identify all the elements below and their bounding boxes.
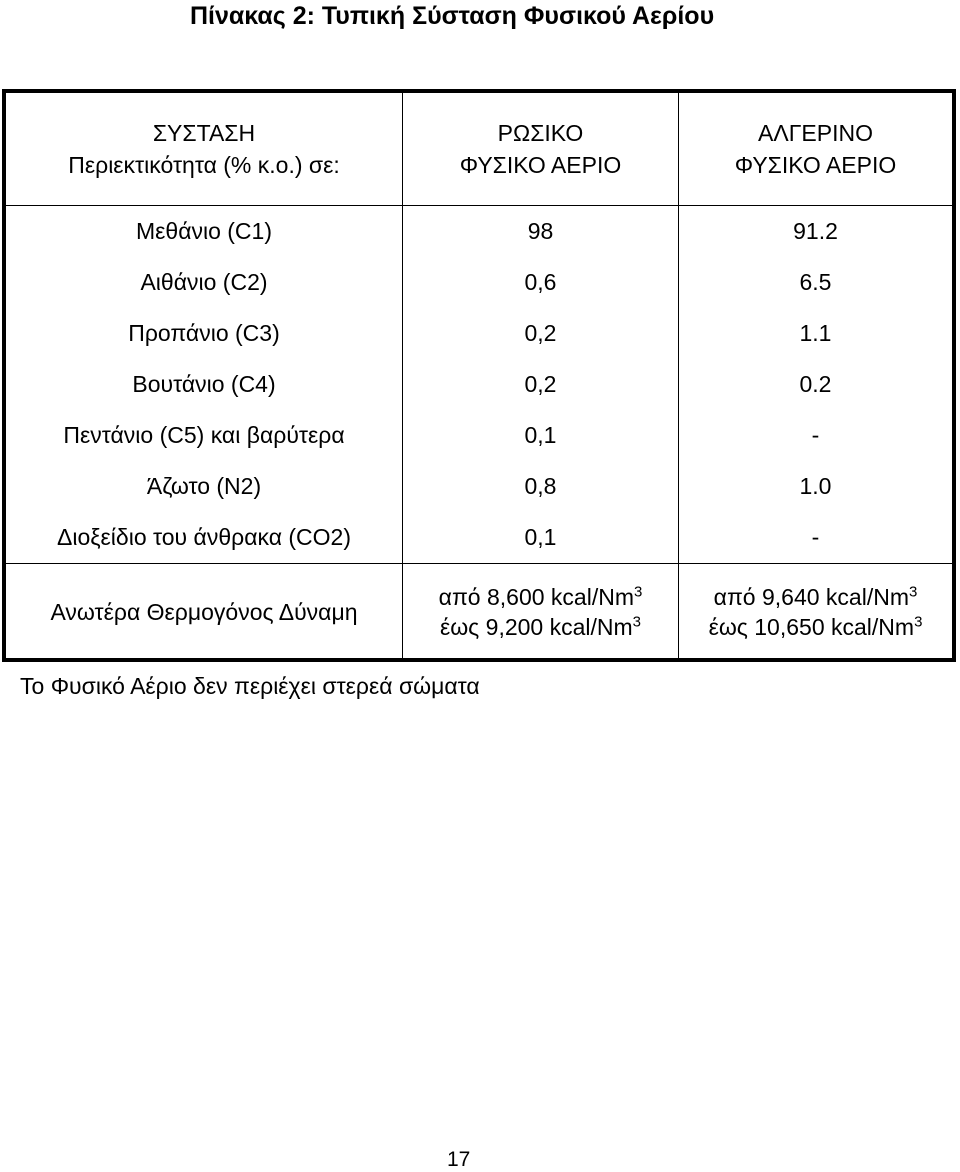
header-composition: ΣΥΣΤΑΣΗ Περιεκτικότητα (% κ.ο.) σε: [6, 93, 403, 206]
heating-value-label: Ανωτέρα Θερμογόνος Δύναμη [6, 564, 403, 661]
table-row [6, 206, 952, 258]
algerian-value: 1.1 [679, 308, 953, 359]
table-row [6, 461, 952, 512]
algerian-value: - [679, 410, 953, 461]
russian-heating-value: από 8,600 kcal/Nm$^3$ έως 9,200 kcal/Nm$^3$ [403, 564, 679, 661]
component-cell: Βουτάνιο (C4) [132, 371, 276, 398]
algerian-value: 1.0 [679, 461, 953, 512]
algerian-value: 0.2 [679, 359, 953, 410]
table-header-row [6, 93, 952, 206]
component-cell: Προπάνιο (C3) [128, 320, 280, 347]
composition-table [2, 89, 956, 662]
russian-value: 0,1 [403, 410, 679, 461]
russian-value: 0,2 [403, 308, 679, 359]
russian-value: 0,1 [403, 512, 679, 564]
table-row [6, 359, 952, 410]
component-cell: Αιθάνιο (C2) [140, 269, 268, 296]
caption-label: Πίνακας 2: [190, 2, 315, 30]
component-cell: Πεντάνιο (C5) και βαρύτερα [63, 422, 345, 449]
caption-text: Τυπική Σύσταση Φυσικού Αερίου [314, 2, 715, 30]
footnote: Το Φυσικό Αέριο δεν περιέχει στερεά σώματα [20, 673, 480, 699]
russian-value: 0,8 [403, 461, 679, 512]
russian-value: 98 [403, 206, 679, 258]
table-row [6, 257, 952, 308]
table-caption [190, 2, 714, 31]
algerian-heating-value: από 9,640 kcal/Nm$^3$ έως 10,650 kcal/Nm$^3$ [679, 564, 953, 661]
algerian-value: - [679, 512, 953, 564]
component-cell: Άζωτο (N2) [146, 473, 262, 500]
algerian-value: 6.5 [679, 257, 953, 308]
header-russian-gas: ΡΩΣΙΚΟ ΦΥΣΙΚΟ ΑΕΡΙΟ [403, 93, 679, 206]
component-cell: Μεθάνιο (C1) [135, 218, 272, 245]
component-cell: Διοξείδιο του άνθρακα (CO2) [56, 524, 352, 551]
header-algerian-gas: ΑΛΓΕΡΙΝΟ ΦΥΣΙΚΟ ΑΕΡΙΟ [679, 93, 953, 206]
russian-value: 0,6 [403, 257, 679, 308]
algerian-value: 91.2 [679, 206, 953, 258]
table-row [6, 410, 952, 461]
russian-value: 0,2 [403, 359, 679, 410]
table-row [6, 308, 952, 359]
heating-value-row [6, 564, 952, 661]
table-row [6, 512, 952, 564]
page-number: 17 [447, 1148, 471, 1171]
